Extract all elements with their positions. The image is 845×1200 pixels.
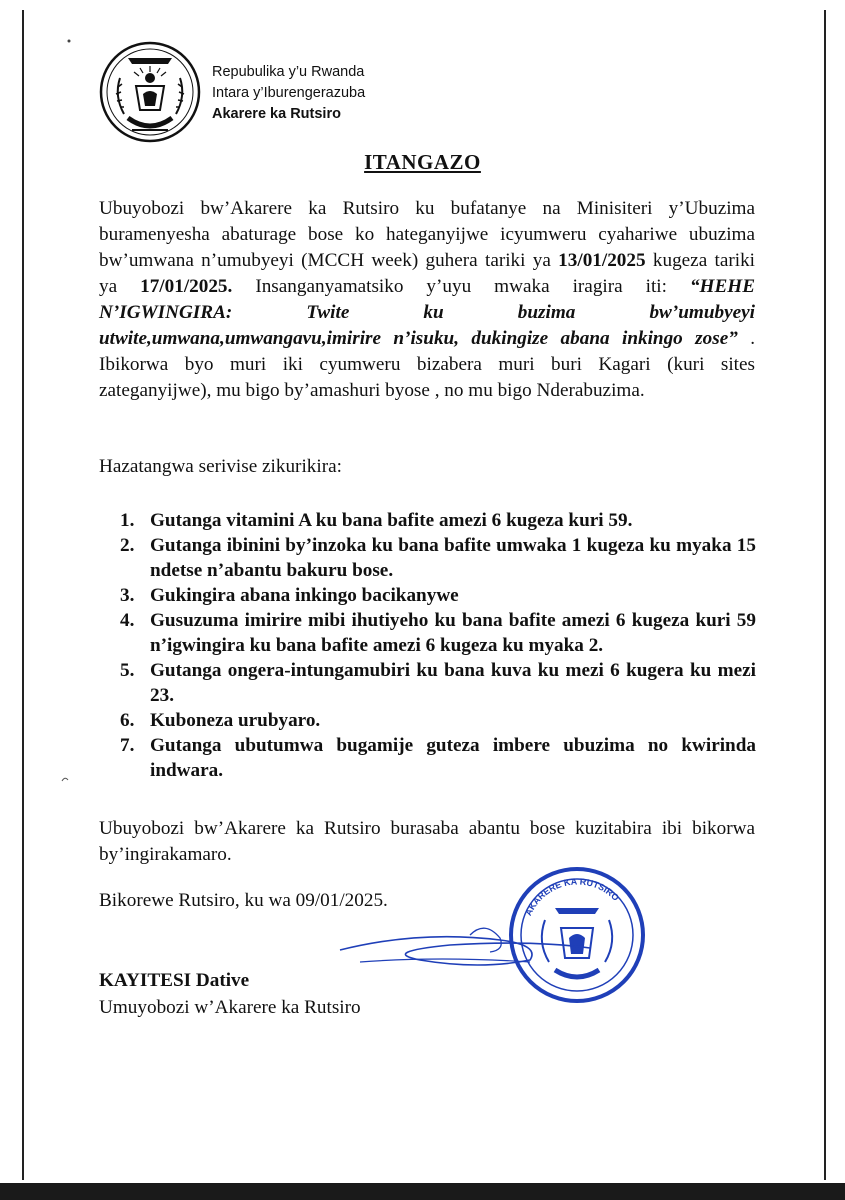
page-title: ITANGAZO <box>364 150 481 174</box>
list-item: 2. Gutanga ibinini by’inzoka ku bana bafite umwaka 1 kugeza ku myaka 15 ndetse n’abantu bakuru bose. <box>120 535 756 581</box>
list-item: 4. Gusuzuma imirire mibi ihutiyeho ku bana bafite amezi 6 kugeza kuri 59 n’igwingira ku bana bafite amezi 6 kugeza ku myaka 2. <box>120 610 756 656</box>
services-list <box>120 508 756 783</box>
district-line: Akarere ka Rutsiro <box>212 106 341 122</box>
intro-part1: Ubuyobozi bw’Akarere ka Rutsiro ku bufatanye na Minisiteri y’Ubuzima buramenyesha abaturage bose ko hateganyijwe icyumweru cyahariwe ubuzima bw’umwana n’umubyeyi (MCCH week) guhera tariki ya <box>99 198 755 271</box>
intro-paragraph <box>99 196 755 404</box>
date-line: Bikorewe Rutsiro, ku wa 09/01/2025. <box>99 890 388 911</box>
intro-part3: Insanganyamatsiko y’uyu mwaka iragira iti: <box>232 276 690 297</box>
theme-quote: “HEHE N’IGWINGIRA: Twite ku buzima bw’umubyeyi utwite,umwana,umwangavu,imirire n’isuku, dukingize abana inkingo zose” <box>99 276 755 349</box>
services-intro: Hazatangwa serivise zikurikira: <box>99 456 342 477</box>
speck-mark <box>60 775 70 785</box>
letterhead <box>98 38 518 148</box>
stamp-text: AKARERE KA RUTSIRO <box>523 876 621 918</box>
list-item: 1. Gutanga vitamini A ku bana bafite amezi 6 kugeza kuri 59. <box>120 510 633 531</box>
province-line: Intara y’Iburengerazuba <box>212 85 366 101</box>
intro-part4: . Ibikorwa byo muri iki cyumweru bizabera muri buri Kagari (kuri sites zateganyijwe), mu bigo by’amashuri byose , no mu bigo Nderabuzima. <box>99 328 755 401</box>
handwritten-signature <box>300 890 620 1010</box>
country-line: Repubulika y’u Rwanda <box>212 64 365 80</box>
intro-part2: kugeza tariki ya <box>99 250 755 297</box>
start-date: 13/01/2025 <box>558 250 646 271</box>
signatory-name: KAYITESI Dative <box>99 970 250 991</box>
list-item: 7. Gutanga ubutumwa bugamije guteza imbere ubuzima no kwirinda indwara. <box>120 735 756 781</box>
rwanda-emblem-icon <box>98 38 202 146</box>
closing-paragraph: Ubuyobozi bw’Akarere ka Rutsiro burasaba abantu bose kuzitabira ibi bikorwa by’ingirakamaro. <box>99 818 755 865</box>
end-date: 17/01/2025. <box>140 276 233 297</box>
page-bottom-bar <box>0 1183 845 1200</box>
speck-mark <box>66 38 72 44</box>
signatory-title: Umuyobozi w’Akarere ka Rutsiro <box>99 997 361 1018</box>
list-item: 6. Kuboneza urubyaro. <box>120 710 321 731</box>
list-item: 3. Gukingira abana inkingo bacikanywe <box>120 585 459 606</box>
list-item: 5. Gutanga ongera-intungamubiri ku bana kuva ku mezi 6 kugera ku mezi 23. <box>120 660 756 706</box>
letterhead-text <box>212 62 365 125</box>
